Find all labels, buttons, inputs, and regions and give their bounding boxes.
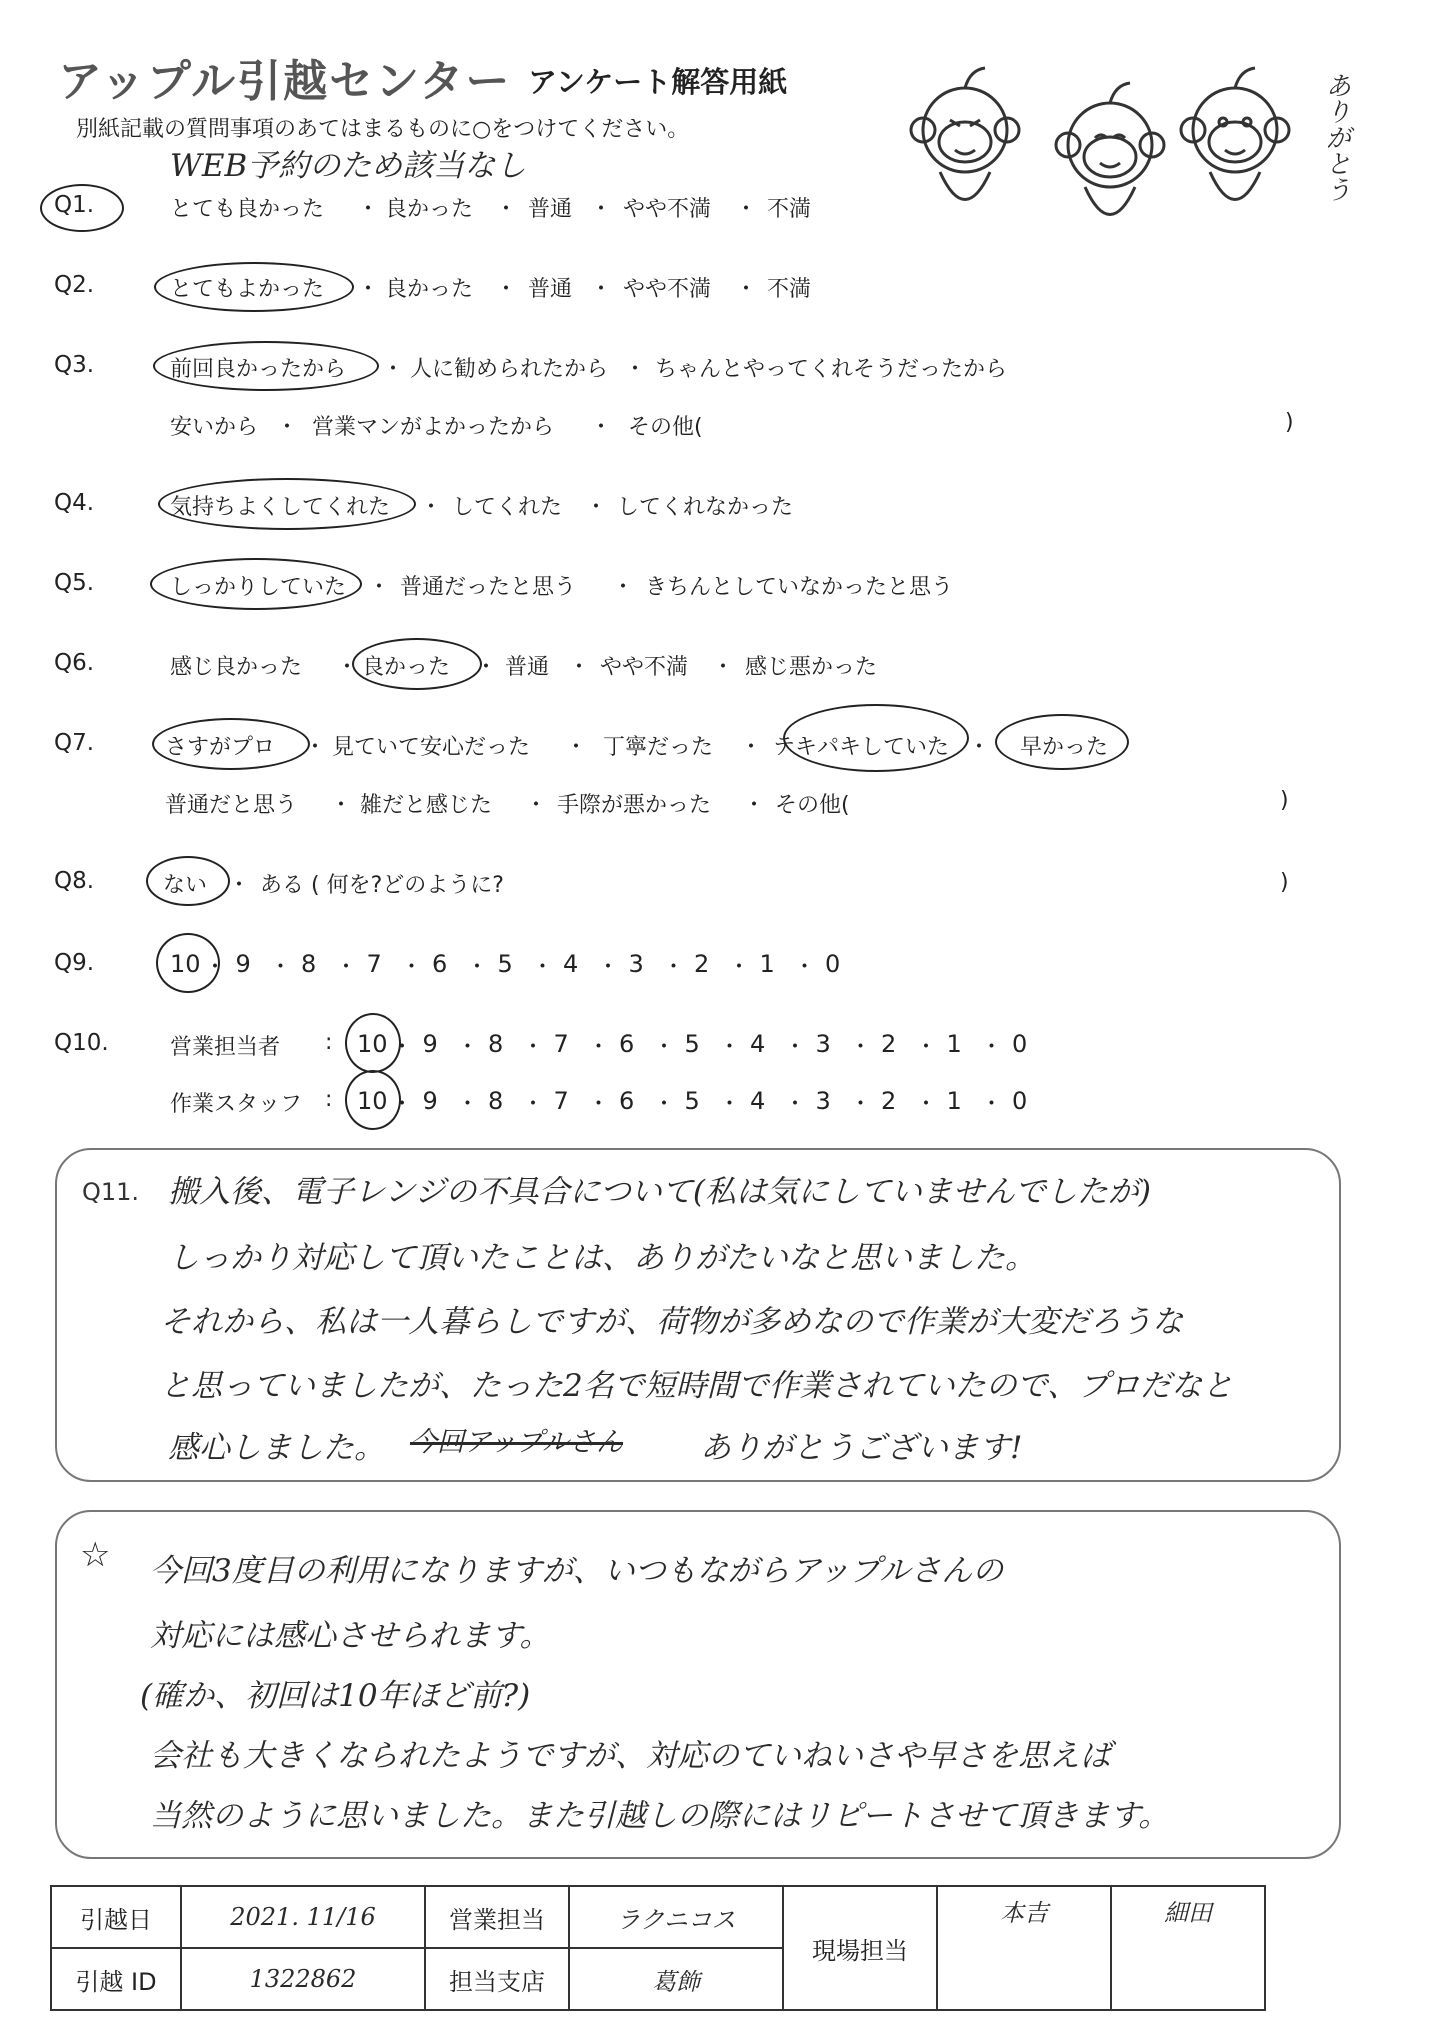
q10-sales-score-6[interactable]: 6 xyxy=(619,1030,635,1058)
separator: ・ xyxy=(849,1092,872,1117)
separator: ・ xyxy=(420,495,443,520)
answer-circle xyxy=(352,638,482,690)
separator: ・ xyxy=(793,955,816,980)
q8-option-1[interactable]: ない xyxy=(163,873,208,898)
answer-circle xyxy=(146,856,230,906)
sales-rep-label: 営業担当 xyxy=(425,1886,569,1948)
separator: ・ xyxy=(980,1092,1003,1117)
q11-line-3: それから、私は一人暮らしですが、荷物が多めなので作業が大変だろうな xyxy=(160,1304,1183,1340)
mascot-caption: ありがとう xyxy=(1321,72,1351,202)
q4-option-2[interactable]: してくれた xyxy=(452,495,563,520)
q10-sales-score-10[interactable]: 10 xyxy=(357,1030,388,1058)
star-icon: ☆ xyxy=(80,1535,111,1575)
q3-option-6[interactable]: その他( xyxy=(628,415,703,440)
q1-option-4[interactable]: やや不満 xyxy=(623,197,712,222)
q6-option-5[interactable]: 感じ悪かった xyxy=(745,655,878,680)
q10-label: Q10. xyxy=(54,1030,109,1056)
q9-score-9[interactable]: 9 xyxy=(235,950,251,978)
star-line-1: 今回3度目の利用になりますが、いつもながらアップルさんの xyxy=(150,1553,1004,1589)
instruction-text: 別紙記載の質問事項のあてはまるものに○をつけてください。 xyxy=(76,117,690,142)
q2-option-4[interactable]: やや不満 xyxy=(623,277,712,302)
q9-score-3[interactable]: 3 xyxy=(628,950,644,978)
q2-label: Q2. xyxy=(54,272,95,298)
separator: ・ xyxy=(269,955,292,980)
q7-option-1[interactable]: さすがプロ xyxy=(165,735,276,760)
q4-option-1[interactable]: 気持ちよくしてくれた xyxy=(170,495,391,520)
separator: ・ xyxy=(335,955,358,980)
q10-staff-score-9[interactable]: 9 xyxy=(422,1087,438,1115)
mascot-monkey-icon xyxy=(1056,83,1164,215)
answer-circle xyxy=(154,262,354,312)
q3-option-5[interactable]: 営業マンがよかったから xyxy=(312,415,555,440)
separator: ・ xyxy=(735,277,758,302)
q10-sales-score-7[interactable]: 7 xyxy=(553,1030,569,1058)
separator: ・ xyxy=(735,197,758,222)
mascot-monkey-icon xyxy=(911,68,1019,200)
q2-option-2[interactable]: 良かった xyxy=(385,277,474,302)
q4-option-3[interactable]: してくれなかった xyxy=(617,495,794,520)
q5-option-1[interactable]: しっかりしていた xyxy=(170,575,347,600)
q10-staff-score-6[interactable]: 6 xyxy=(619,1087,635,1115)
move-date-value: 2021. 11/16 xyxy=(181,1886,425,1948)
q10-sales-score-8[interactable]: 8 xyxy=(488,1030,504,1058)
mascot-monkey-icon xyxy=(1181,68,1289,200)
q9-score-4[interactable]: 4 xyxy=(563,950,579,978)
separator: ・ xyxy=(590,415,613,440)
q9-label: Q9. xyxy=(54,950,95,976)
separator: ・ xyxy=(391,1035,414,1060)
q11-label: Q11. xyxy=(82,1178,140,1206)
separator: ・ xyxy=(915,1035,938,1060)
q2-option-5[interactable]: 不満 xyxy=(767,277,812,302)
q8-option-2[interactable]: ある ( 何を?どのように? xyxy=(260,873,504,898)
site-rep-value-1: 本吉 xyxy=(937,1886,1111,2010)
separator: ・ xyxy=(590,197,613,222)
star-line-2: 対応には感心させられます。 xyxy=(150,1618,551,1654)
q6-option-1[interactable]: 感じ良かった xyxy=(170,655,303,680)
separator: ・ xyxy=(336,655,359,680)
separator: ・ xyxy=(653,1035,676,1060)
separator: ・ xyxy=(784,1092,807,1117)
q7-option-4[interactable]: テキパキしていた xyxy=(773,735,950,760)
q10-sales-label: 営業担当者 xyxy=(170,1035,281,1060)
separator: ・ xyxy=(712,655,735,680)
q6-option-2[interactable]: 良かった xyxy=(362,655,451,680)
mascot-illustration xyxy=(895,60,1345,250)
close-paren: ) xyxy=(1280,870,1289,895)
q10-staff-score-2[interactable]: 2 xyxy=(881,1087,897,1115)
q10-sales-score-0[interactable]: 0 xyxy=(1012,1030,1028,1058)
q8-label: Q8. xyxy=(54,868,95,894)
separator: ・ xyxy=(784,1035,807,1060)
separator: ・ xyxy=(728,955,751,980)
answer-circle xyxy=(995,714,1129,770)
separator: ・ xyxy=(228,873,251,898)
separator: ・ xyxy=(531,955,554,980)
q10-staff-score-7[interactable]: 7 xyxy=(553,1087,569,1115)
q9-score-7[interactable]: 7 xyxy=(366,950,382,978)
q11-line-7: ありがとうございます! xyxy=(700,1430,1023,1466)
q2-option-3[interactable]: 普通 xyxy=(528,277,573,302)
separator: ・ xyxy=(740,735,763,760)
q1-label: Q1. xyxy=(54,192,95,218)
star-line-3: (確か、初回は10年ほど前?) xyxy=(140,1678,531,1714)
q10-staff-score-1[interactable]: 1 xyxy=(946,1087,962,1115)
form-title: アンケート解答用紙 xyxy=(528,65,788,99)
separator: ・ xyxy=(624,357,647,382)
branch-label: 担当支店 xyxy=(425,1948,569,2010)
q10-sales-score-9[interactable]: 9 xyxy=(422,1030,438,1058)
q1-option-3[interactable]: 普通 xyxy=(528,197,573,222)
q7-option-2[interactable]: 見ていて安心だった xyxy=(332,735,531,760)
site-rep-value-2: 細田 xyxy=(1111,1886,1265,2010)
q7-option-3[interactable]: 丁寧だった xyxy=(603,735,714,760)
q3-option-1[interactable]: 前回良かったから xyxy=(170,357,347,382)
separator: ・ xyxy=(522,1035,545,1060)
close-paren: ) xyxy=(1285,410,1294,435)
q10-staff-score-4[interactable]: 4 xyxy=(750,1087,766,1115)
answer-circle xyxy=(158,478,416,530)
separator: ・ xyxy=(522,1092,545,1117)
answer-circle xyxy=(152,718,310,770)
q3-label: Q3. xyxy=(54,352,95,378)
q11-struck-text: 今回アップルさん xyxy=(410,1427,624,1458)
separator: ・ xyxy=(382,357,405,382)
separator: ・ xyxy=(204,955,227,980)
separator: ・ xyxy=(357,197,380,222)
separator: ・ xyxy=(475,655,498,680)
q9-score-0[interactable]: 0 xyxy=(825,950,841,978)
star-line-5: 当然のように思いました。また引越しの際にはリピートさせて頂きます。 xyxy=(150,1798,1170,1834)
q9-score-5[interactable]: 5 xyxy=(497,950,513,978)
q10-staff-score-3[interactable]: 3 xyxy=(815,1087,831,1115)
separator: ・ xyxy=(456,1035,479,1060)
q1-label-circle xyxy=(40,184,124,232)
q3-option-2[interactable]: 人に勧められたから xyxy=(410,357,609,382)
separator: ・ xyxy=(590,277,613,302)
q11-line-2: しっかり対応して頂いたことは、ありがたいなと思いました。 xyxy=(168,1240,1036,1276)
separator: ・ xyxy=(653,1092,676,1117)
separator: ・ xyxy=(612,575,635,600)
separator: ・ xyxy=(980,1035,1003,1060)
q4-label: Q4. xyxy=(54,490,95,516)
separator: ・ xyxy=(304,735,327,760)
q10-sales-score-1[interactable]: 1 xyxy=(946,1030,962,1058)
q10-staff-score-10[interactable]: 10 xyxy=(357,1087,388,1115)
move-id-value: 1322862 xyxy=(181,1948,425,2010)
q5-option-3[interactable]: きちんとしていなかったと思う xyxy=(645,575,954,600)
colon: : xyxy=(325,1030,333,1055)
separator: ・ xyxy=(525,793,548,818)
q7-label: Q7. xyxy=(54,730,95,756)
q7-option-9[interactable]: その他( xyxy=(775,793,850,818)
q9-score-2[interactable]: 2 xyxy=(694,950,710,978)
q7-option-8[interactable]: 手際が悪かった xyxy=(557,793,712,818)
brand-name: アップル引越センター xyxy=(58,56,512,107)
q1-option-2[interactable]: 良かった xyxy=(385,197,474,222)
q10-sales-score-4[interactable]: 4 xyxy=(750,1030,766,1058)
move-date-label: 引越日 xyxy=(51,1886,181,1948)
q10-sales-score-3[interactable]: 3 xyxy=(815,1030,831,1058)
q6-option-4[interactable]: やや不満 xyxy=(600,655,689,680)
answer-circle xyxy=(783,704,969,772)
separator: ・ xyxy=(849,1035,872,1060)
q10-sales-score-2[interactable]: 2 xyxy=(881,1030,897,1058)
q9-score-8[interactable]: 8 xyxy=(301,950,317,978)
answer-circle xyxy=(150,558,362,610)
answer-circle xyxy=(153,341,379,391)
separator: ・ xyxy=(391,1092,414,1117)
move-id-label: 引越 ID xyxy=(51,1948,181,2010)
separator: ・ xyxy=(968,735,991,760)
separator: ・ xyxy=(662,955,685,980)
separator: ・ xyxy=(585,495,608,520)
q3-option-4[interactable]: 安いから xyxy=(170,415,259,440)
separator: ・ xyxy=(357,277,380,302)
footer-info-table xyxy=(50,1885,1266,2011)
q9-score-1[interactable]: 1 xyxy=(759,950,775,978)
q10-sales-score-5[interactable]: 5 xyxy=(684,1030,700,1058)
q2-option-1[interactable]: とてもよかった xyxy=(170,277,325,302)
q9-score-6[interactable]: 6 xyxy=(432,950,448,978)
colon: : xyxy=(325,1087,333,1112)
q6-label: Q6. xyxy=(54,650,95,676)
separator: ・ xyxy=(495,277,518,302)
separator: ・ xyxy=(743,793,766,818)
q1-option-5[interactable]: 不満 xyxy=(767,197,812,222)
separator: ・ xyxy=(587,1092,610,1117)
separator: ・ xyxy=(587,1035,610,1060)
q11-line-4: と思っていましたが、たった2名で短時間で作業されていたので、プロだなと xyxy=(160,1368,1234,1404)
separator: ・ xyxy=(368,575,391,600)
q10-staff-score-8[interactable]: 8 xyxy=(488,1087,504,1115)
separator: ・ xyxy=(330,793,353,818)
separator: ・ xyxy=(597,955,620,980)
q10-staff-label: 作業スタッフ xyxy=(170,1092,303,1117)
q6-option-3[interactable]: 普通 xyxy=(505,655,550,680)
q3-option-3[interactable]: ちゃんとやってくれそうだったから xyxy=(655,357,1008,382)
q11-line-5: 感心しました。 xyxy=(168,1430,385,1466)
site-rep-label: 現場担当 xyxy=(783,1886,937,2010)
separator: ・ xyxy=(568,655,591,680)
sales-rep-value: ラクニコス xyxy=(569,1886,783,1948)
separator: ・ xyxy=(276,415,299,440)
separator: ・ xyxy=(718,1092,741,1117)
separator: ・ xyxy=(466,955,489,980)
q7-option-6[interactable]: 普通だと思う xyxy=(165,793,298,818)
q11-line-1: 搬入後、電子レンジの不具合について(私は気にしていませんでしたが) xyxy=(168,1174,1152,1210)
separator: ・ xyxy=(456,1092,479,1117)
separator: ・ xyxy=(718,1035,741,1060)
separator: ・ xyxy=(565,735,588,760)
q1-handwritten-note: WEB予約のため該当なし xyxy=(170,148,527,184)
separator: ・ xyxy=(400,955,423,980)
q5-label: Q5. xyxy=(54,570,95,596)
star-line-4: 会社も大きくなられたようですが、対応のていねいさや早さを思えば xyxy=(150,1738,1111,1774)
q10-staff-score-5[interactable]: 5 xyxy=(684,1087,700,1115)
q7-option-5[interactable]: 早かった xyxy=(1020,735,1109,760)
q10-staff-score-0[interactable]: 0 xyxy=(1012,1087,1028,1115)
branch-value: 葛飾 xyxy=(569,1948,783,2010)
q5-option-2[interactable]: 普通だったと思う xyxy=(400,575,577,600)
close-paren: ) xyxy=(1280,788,1289,813)
q9-score-10[interactable]: 10 xyxy=(170,950,201,978)
q7-option-7[interactable]: 雑だと感じた xyxy=(360,793,493,818)
separator: ・ xyxy=(915,1092,938,1117)
separator: ・ xyxy=(495,197,518,222)
q1-option-1[interactable]: とても良かった xyxy=(170,197,325,222)
